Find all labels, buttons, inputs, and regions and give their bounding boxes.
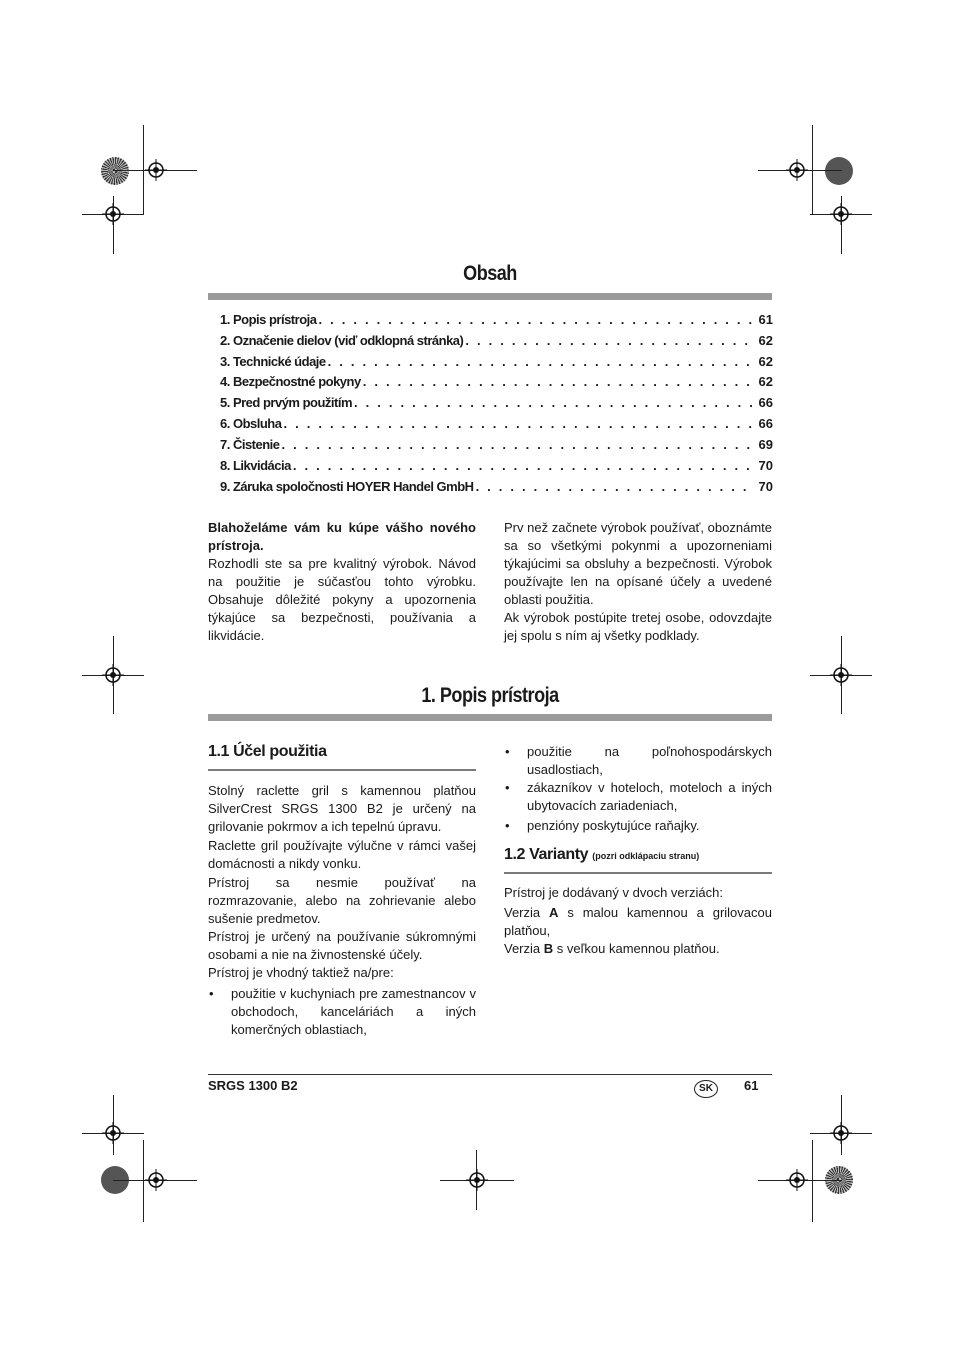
variant-a: Verzia A s malou kamennou a grilovacou platňou, (504, 905, 772, 938)
variants-p1: Prístroj je dodávaný v dvoch verziách: (504, 885, 723, 900)
footer-rule (208, 1074, 772, 1075)
list-item: • zákazníkov v hoteloch, moteloch a iných ubytovacích zariadeniach, (527, 779, 772, 815)
subsection-rule (504, 872, 772, 874)
list-item: • použitie na poľnohospodárskych usadlostiach, (527, 743, 772, 779)
purpose-p2: Raclette gril používajte výlučne v rámci vašej domácnosti a nikdy vonku. (208, 838, 476, 871)
color-rosette-icon (101, 157, 129, 185)
footer-model: SRGS 1300 B2 (208, 1078, 298, 1093)
toc-item[interactable]: 7. Čistenie . . . 69 (220, 437, 773, 457)
intro-right-p2: Ak výrobok postúpite tretej osobe, odovzdajte jej spolu s ním aj všetky podklady. (504, 610, 772, 643)
registration-mark-icon (102, 664, 124, 686)
toc-item[interactable]: 4. Bezpečnostné pokyny . . . 62 (220, 374, 773, 394)
registration-mark-icon (830, 203, 852, 225)
purpose-p4: Prístroj je určený na používanie súkromnými osobami a nie na živnostenské účely. (208, 929, 476, 962)
registration-mark-icon (786, 159, 808, 181)
registration-mark-icon (102, 1122, 124, 1144)
title-rule (208, 293, 772, 300)
registration-mark-icon (145, 159, 167, 181)
toc-item[interactable]: 3. Technické údaje . . . 62 (220, 354, 773, 374)
toc-item[interactable]: 1. Popis prístroja . . . 61 (220, 312, 773, 332)
toc-item[interactable]: 2. Označenie dielov (viď odklopná stránka) . . . 62 (220, 333, 773, 353)
section-title: 1. Popis prístroja (421, 684, 559, 707)
variant-b: Verzia B s veľkou kamennou platňou. (504, 941, 720, 956)
toc-item[interactable]: 8. Likvidácia . . . 70 (220, 458, 773, 478)
congrats-heading: Blahoželáme vám ku kúpe vášho nového prístroja. (208, 520, 476, 553)
page-title: Obsah (463, 262, 517, 285)
intro-left-text: Rozhodli ste sa pre kvalitný výrobok. Návod na použitie je súčasťou tohto výrobku. Obsahuje dôležité pokyny a upozornenia týkajúce sa bezpečnosti, používania a likvidácie. (208, 556, 476, 643)
registration-mark-icon (786, 1169, 808, 1191)
variants-note: (pozri odklápaciu stranu) (592, 851, 700, 861)
list-item: • použitie v kuchyniach pre zamestnancov v obchodoch, kanceláriách a iných komerčných oblastiach, (231, 985, 476, 1039)
language-badge: SK (694, 1080, 718, 1098)
registration-mark-icon (145, 1169, 167, 1191)
registration-mark-icon (466, 1169, 488, 1191)
color-rosette-icon (825, 157, 853, 185)
page-number: 61 (744, 1078, 759, 1093)
toc-item[interactable]: 5. Pred prvým použitím . . . 66 (220, 395, 773, 415)
intro-right-p1: Prv než začnete výrobok používať, oboznámte sa so všetkými pokynmi a upozorneniami týkajúcimi sa obsluhy a bezpečnosti. Výrobok používajte len na opísané účely a uvedené oblasti použitia. (504, 520, 772, 607)
registration-mark-icon (102, 203, 124, 225)
subsection-title-variants: 1.2 Varianty (pozri odklápaciu stranu) (504, 846, 700, 863)
purpose-p5: Prístroj je vhodný taktiež na/pre: (208, 965, 394, 980)
registration-mark-icon (830, 664, 852, 686)
section-rule (208, 714, 772, 721)
list-item: • penzióny poskytujúce raňajky. (527, 817, 772, 835)
purpose-p3: Prístroj sa nesmie používať na rozmrazovanie, alebo na zohrievanie alebo sušenie predmetov. (208, 875, 476, 926)
purpose-p1: Stolný raclette gril s kamennou platňou SilverCrest SRGS 1300 B2 je určený na grilovanie pokrmov a ich tepelnú úpravu. (208, 783, 476, 834)
subsection-rule (208, 769, 476, 771)
toc-item[interactable]: 6. Obsluha . . . 66 (220, 416, 773, 436)
registration-mark-icon (830, 1122, 852, 1144)
subsection-title-purpose: 1.1 Účel použitia (208, 743, 327, 760)
toc-item[interactable]: 9. Záruka spoločnosti HOYER Handel GmbH . . . 70 (220, 479, 773, 499)
